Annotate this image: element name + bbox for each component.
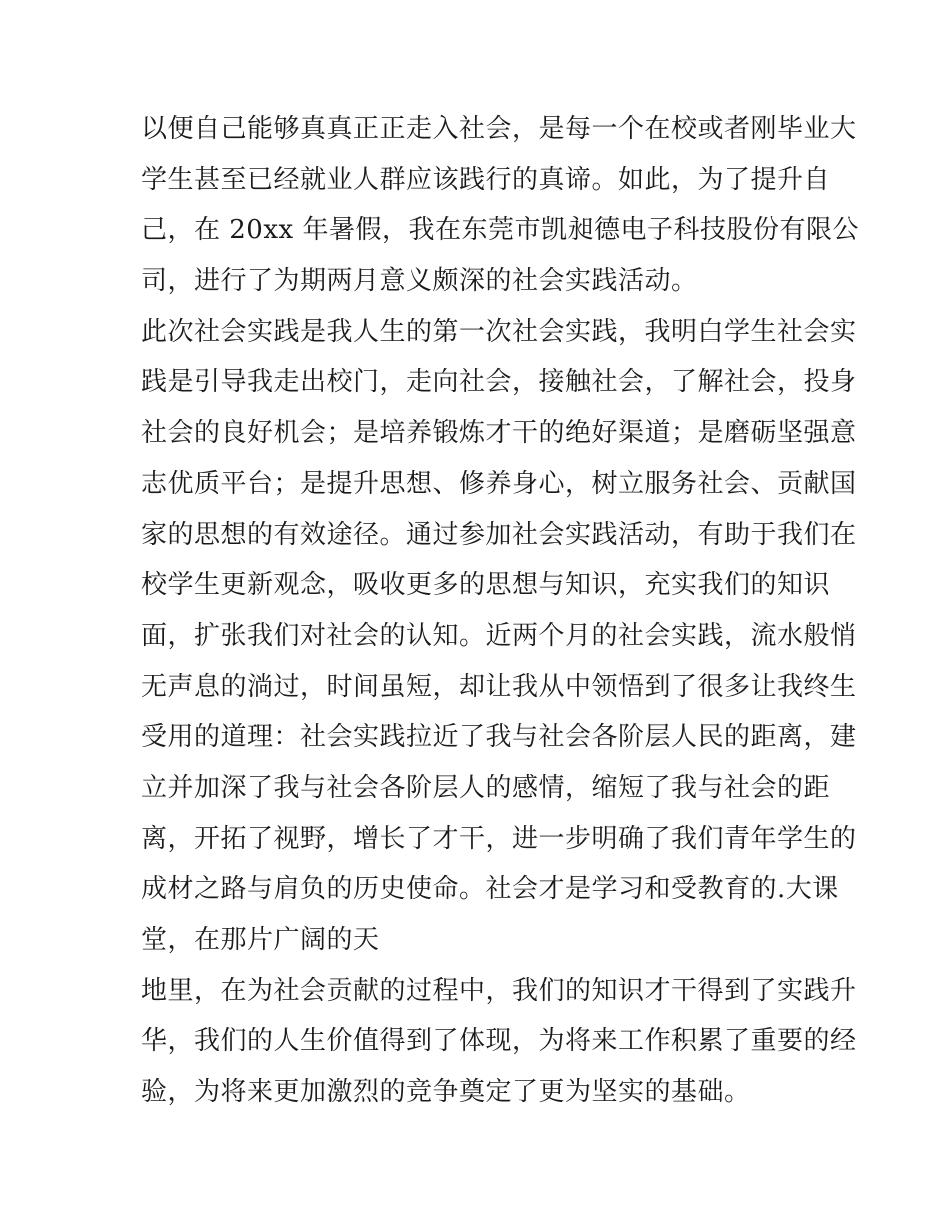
text-line: 社会的良好机会；是培养锻炼才干的绝好渠道；是磨砺坚强意 [141,418,857,449]
text-line: 学生甚至已经就业人群应该践行的真谛。如此，为了提升自 [141,164,831,195]
text-line: 成材之路与肩负的历史使命。社会才是学习和受教育的.大课 [141,874,839,905]
text-line: 立并加深了我与社会各阶层人的感情，缩短了我与社会的距 [141,772,831,803]
text-line: 此次社会实践是我人生的第一次社会实践，我明白学生社会实 [141,316,857,347]
text-line: 离，开拓了视野，增长了才干，进一步明确了我们青年学生的 [141,823,857,854]
text-line: 验，为将来更加激烈的竞争奠定了更为坚实的基础。 [141,1077,751,1108]
text-line: 华，我们的人生价值得到了体现，为将来工作积累了重要的经 [141,1026,857,1057]
text-line: 地里，在为社会贡献的过程中，我们的知识才干得到了实践升 [141,975,857,1006]
text-line: 司，进行了为期两月意义颇深的社会实践活动。 [141,266,698,297]
text-line: 己，在 20xx 年暑假，我在东莞市凯昶德电子科技股份有限公 [141,215,859,246]
text-line: 无声息的淌过，时间虽短，却让我从中领悟到了很多让我终生 [141,671,857,702]
text-line: 校学生更新观念，吸收更多的思想与知识，充实我们的知识 [141,570,831,601]
text-line: 家的思想的有效途径。通过参加社会实践活动，有助于我们在 [141,519,857,550]
body-text [141,104,859,1118]
text-line: 志优质平台；是提升思想、修养身心，树立服务社会、贡献国 [141,468,857,499]
text-line: 受用的道理：社会实践拉近了我与社会各阶层人民的距离，建 [141,722,857,753]
text-line: 面，扩张我们对社会的认知。近两个月的社会实践，流水般悄 [141,620,857,651]
text-line: 以便自己能够真真正正走入社会，是每一个在校或者刚毕业大 [141,114,857,144]
text-line: 堂，在那片广阔的天 [141,925,380,955]
text-line: 践是引导我走出校门，走向社会，接触社会，了解社会，投身 [141,367,857,398]
